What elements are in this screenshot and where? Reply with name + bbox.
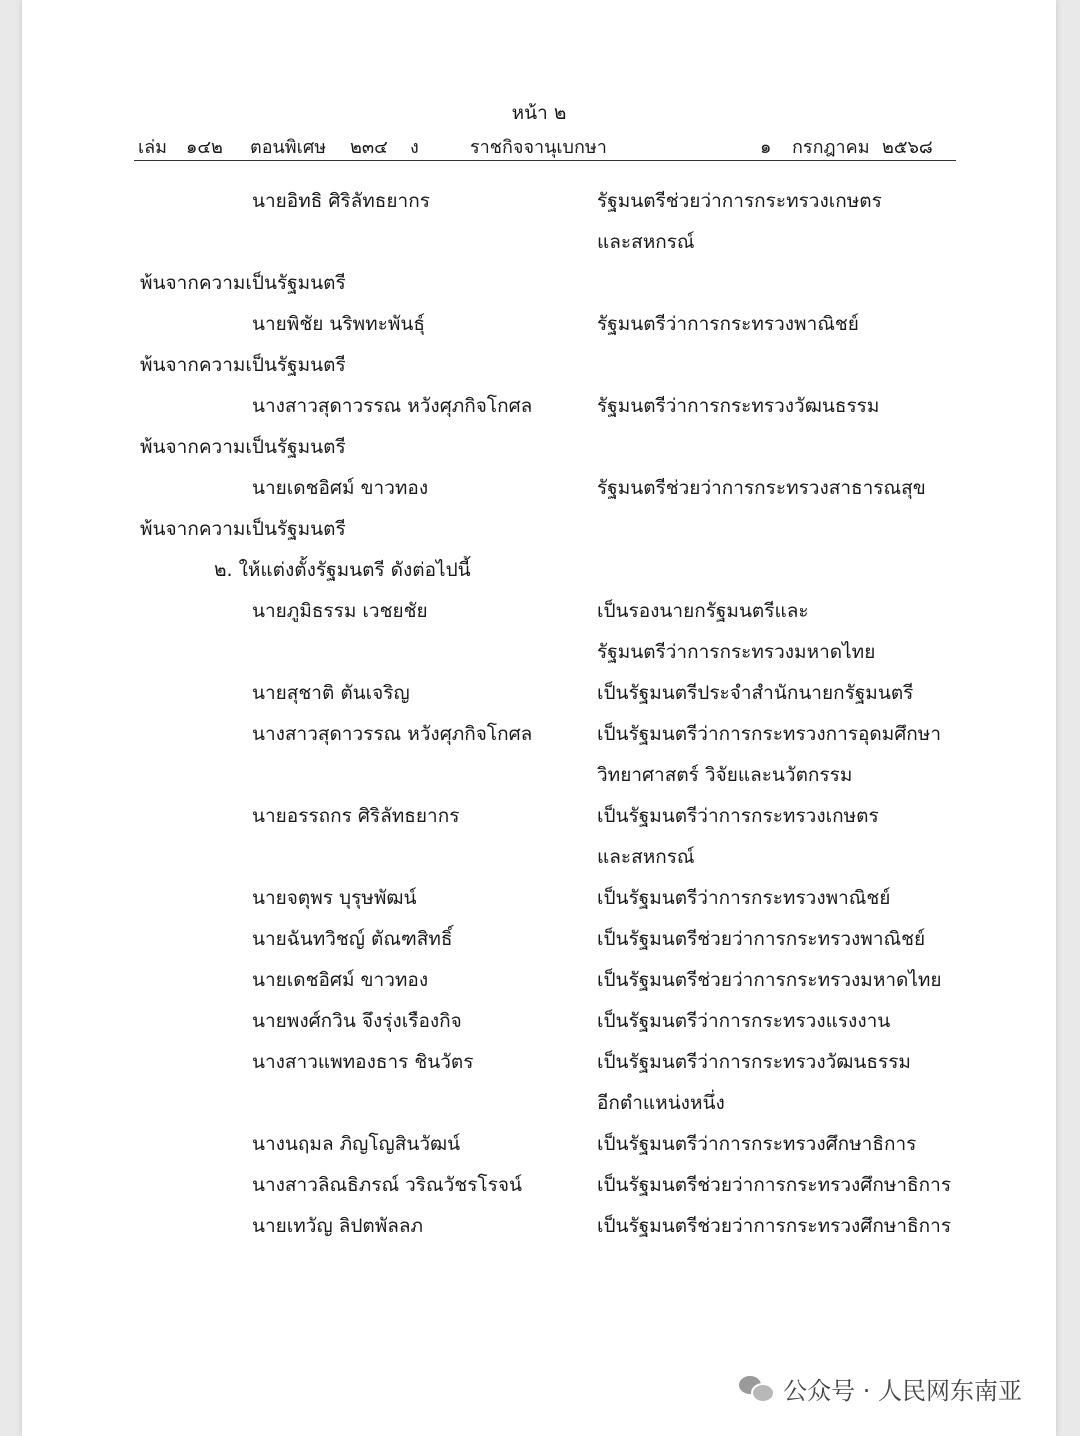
- date-year: ๒๕๖๘: [882, 137, 933, 158]
- page-number: หน้า ๒: [511, 102, 567, 124]
- minister-name: นางสาวสุดาวรรณ หวังศุภกิจโกศล: [252, 723, 533, 745]
- minister-name: นายพิชัย นริพทะพันธุ์: [252, 313, 425, 335]
- volume-number: ๑๔๒: [186, 137, 223, 158]
- minister-position: วิทยาศาสตร์ วิจัยและนวัตกรรม: [597, 764, 853, 786]
- minister-name: นายพงศ์กวิน จึงรุ่งเรืองกิจ: [252, 1010, 462, 1032]
- minister-position: เป็นรัฐมนตรีว่าการกระทรวงการอุดมศึกษา: [597, 723, 942, 745]
- minister-position: และสหกรณ์: [597, 231, 695, 253]
- watermark: [739, 1370, 1022, 1406]
- minister-position: เป็นรัฐมนตรีช่วยว่าการกระทรวงศึกษาธิการ: [597, 1174, 952, 1196]
- wechat-icon: [739, 1374, 773, 1402]
- status-line: พ้นจากความเป็นรัฐมนตรี: [140, 518, 346, 540]
- status-line: พ้นจากความเป็นรัฐมนตรี: [140, 272, 346, 294]
- section-letter: ง: [410, 137, 419, 158]
- volume-label: เล่ม: [138, 137, 168, 158]
- minister-name: นางนฤมล ภิญโญสินวัฒน์: [252, 1133, 461, 1155]
- gazette-page: [22, 0, 1056, 1436]
- minister-name: นางสาวลิณธิภรณ์ วริณวัชรโรจน์: [252, 1174, 522, 1196]
- minister-name: นายอรรถกร ศิริลัทธยากร: [252, 805, 460, 827]
- minister-name: นางสาวสุดาวรรณ หวังศุภกิจโกศล: [252, 395, 533, 417]
- minister-name: นายฉันทวิชญ์ ตัณฑสิทธิ์: [252, 928, 453, 950]
- numbered-clause: ๒. ให้แต่งตั้งรัฐมนตรี ดังต่อไปนี้: [214, 559, 471, 581]
- minister-position: รัฐมนตรีว่าการกระทรวงวัฒนธรรม: [597, 395, 880, 417]
- minister-position: เป็นรัฐมนตรีประจำสำนักนายกรัฐมนตรี: [597, 682, 914, 704]
- date-month: กรกฎาคม: [792, 137, 870, 158]
- minister-name: นายเดชอิศม์ ขาวทอง: [252, 477, 429, 499]
- date-day: ๑: [760, 137, 772, 158]
- minister-position: เป็นรัฐมนตรีว่าการกระทรวงศึกษาธิการ: [597, 1133, 917, 1155]
- gazette-title: ราชกิจจานุเบกษา: [470, 137, 607, 158]
- minister-name: นางสาวแพทองธาร ชินวัตร: [252, 1051, 474, 1073]
- minister-name: นายจตุพร บุรุษพัฒน์: [252, 887, 417, 909]
- status-line: พ้นจากความเป็นรัฐมนตรี: [140, 436, 346, 458]
- section-label: ตอนพิเศษ: [250, 137, 327, 158]
- minister-name: นายภูมิธรรม เวชยชัย: [252, 600, 428, 622]
- minister-position: รัฐมนตรีช่วยว่าการกระทรวงเกษตร: [597, 190, 882, 212]
- header-divider: [134, 160, 956, 161]
- minister-position: และสหกรณ์: [597, 846, 695, 868]
- status-line: พ้นจากความเป็นรัฐมนตรี: [140, 354, 346, 376]
- minister-position: เป็นรัฐมนตรีช่วยว่าการกระทรวงศึกษาธิการ: [597, 1215, 952, 1237]
- section-number: ๒๓๔: [350, 137, 388, 158]
- minister-position: เป็นรัฐมนตรีช่วยว่าการกระทรวงมหาดไทย: [597, 969, 942, 991]
- minister-position: อีกตำแหน่งหนึ่ง: [597, 1092, 725, 1114]
- watermark-label: 公众号 · 人民网东南亚: [783, 1376, 1022, 1405]
- minister-name: นายเดชอิศม์ ขาวทอง: [252, 969, 429, 991]
- minister-name: นายอิทธิ ศิริลัทธยากร: [252, 190, 430, 212]
- gazette-header: [22, 132, 1056, 158]
- minister-position: เป็นรัฐมนตรีว่าการกระทรวงวัฒนธรรม: [597, 1051, 911, 1073]
- minister-position: เป็นรองนายกรัฐมนตรีและ: [597, 600, 809, 622]
- minister-position: เป็นรัฐมนตรีช่วยว่าการกระทรวงพาณิชย์: [597, 928, 926, 950]
- minister-position: รัฐมนตรีช่วยว่าการกระทรวงสาธารณสุข: [597, 477, 926, 499]
- minister-name: นายสุชาติ ตันเจริญ: [252, 682, 410, 704]
- minister-position: รัฐมนตรีว่าการกระทรวงพาณิชย์: [597, 313, 859, 335]
- minister-position: เป็นรัฐมนตรีว่าการกระทรวงแรงงาน: [597, 1010, 891, 1032]
- minister-position: เป็นรัฐมนตรีว่าการกระทรวงพาณิชย์: [597, 887, 891, 909]
- minister-position: เป็นรัฐมนตรีว่าการกระทรวงเกษตร: [597, 805, 879, 827]
- minister-name: นายเทวัญ ลิปตพัลลภ: [252, 1215, 424, 1237]
- minister-position: รัฐมนตรีว่าการกระทรวงมหาดไทย: [597, 641, 876, 663]
